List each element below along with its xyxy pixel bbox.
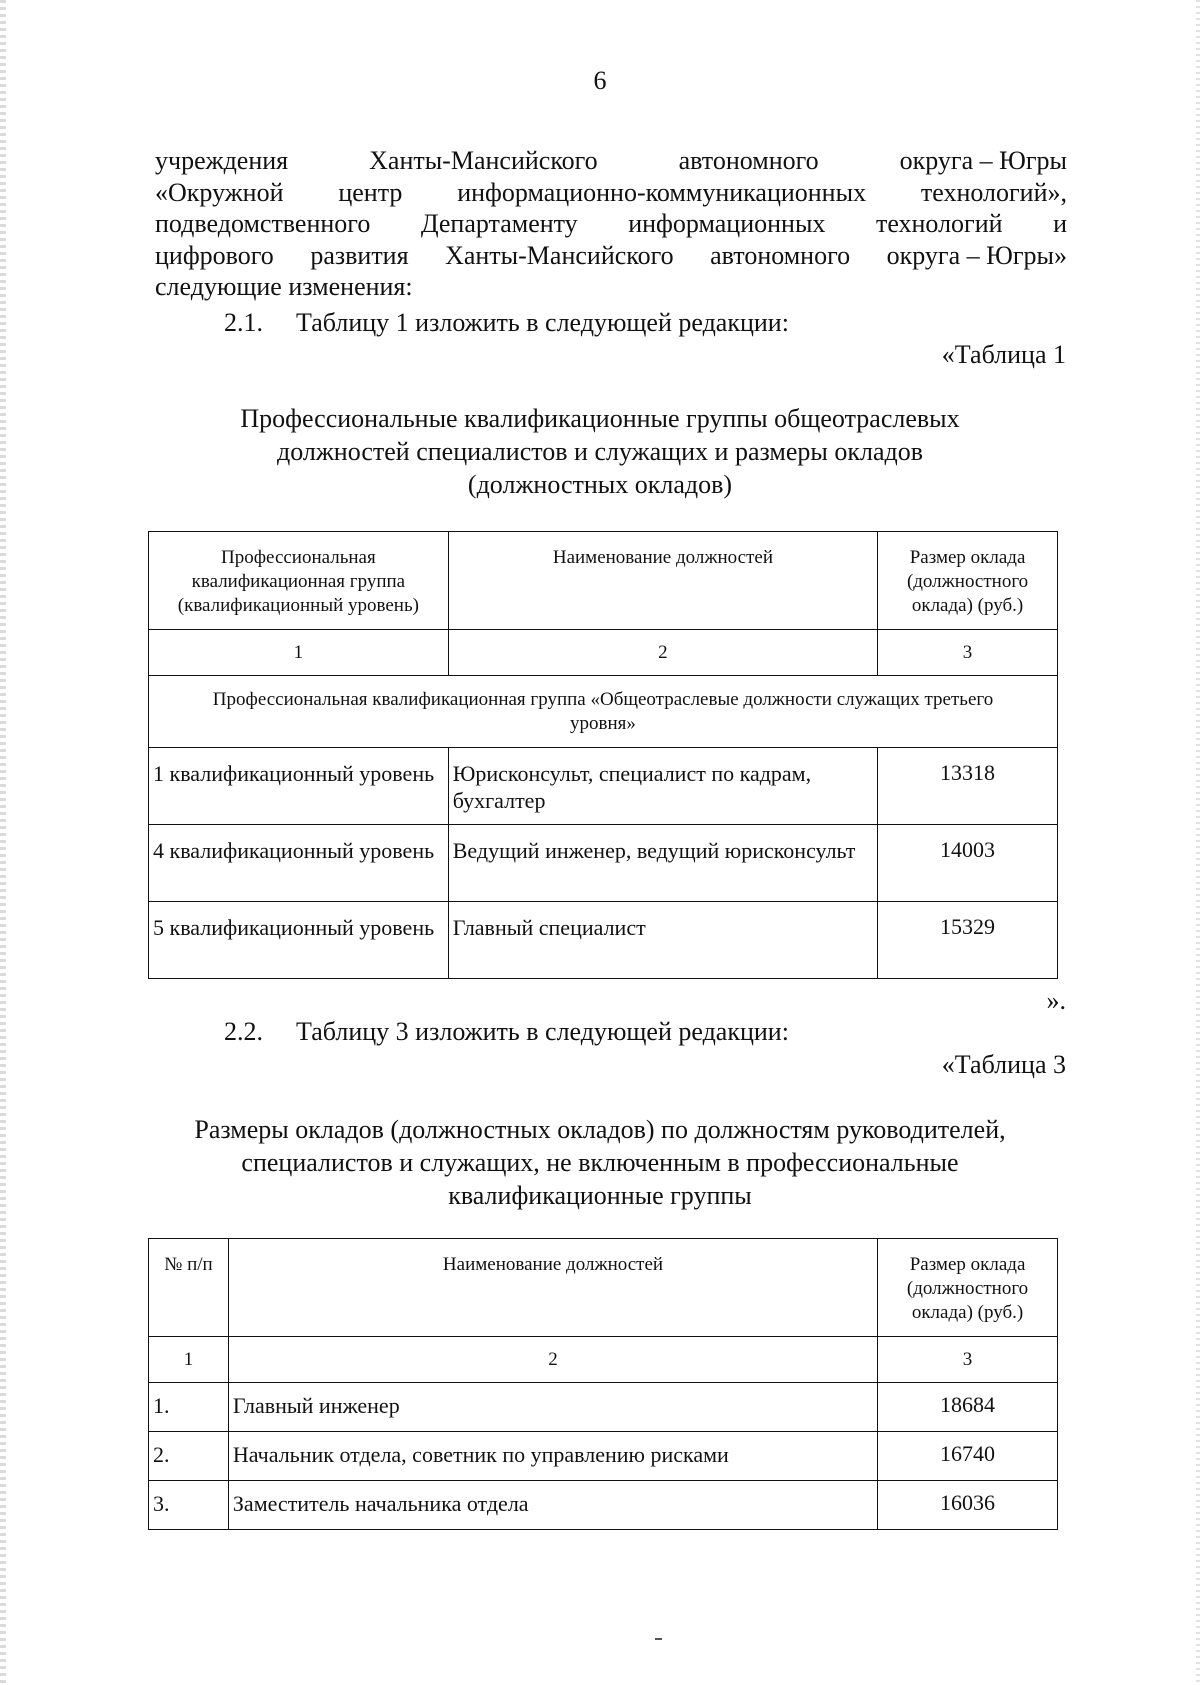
level-cell: 5 квалификационный уровень xyxy=(149,902,449,979)
intro-line: цифрового развития Ханты-Мансийского автономного округа – Югры» xyxy=(155,240,1067,270)
row-number-cell: 1. xyxy=(149,1383,229,1432)
table1-title: Профессиональные квалификационные группы общеотраслевых должностей специалистов и служащих и размеры окладов (должностных окладов) xyxy=(240,404,960,499)
scan-mark xyxy=(655,1638,662,1640)
salary-cell: 13318 xyxy=(878,748,1058,825)
table3 xyxy=(148,1238,1058,1530)
table-row xyxy=(149,748,1058,825)
intro-last-line: следующие изменения: xyxy=(155,272,413,301)
header-cell-salary: Размер оклада (должностного оклада) (руб.) xyxy=(878,1239,1058,1337)
intro-line: «Окружной центр информационно-коммуникационных технологий», xyxy=(155,177,1067,207)
salary-cell: 16036 xyxy=(878,1481,1058,1530)
intro-paragraph xyxy=(155,145,1067,303)
scan-edge-left xyxy=(0,0,6,1685)
intro-line: подведомственного Департаменту информационных технологий и xyxy=(155,209,1067,238)
scan-edge-right xyxy=(1196,0,1200,1685)
clause-2-1 xyxy=(224,308,789,338)
header-cell-group: Профессиональная квалификационная группа (квалификационный уровень) xyxy=(149,532,449,630)
intro-line: учреждения Ханты-Мансийского автономного округа – Югры xyxy=(155,146,1067,175)
positions-cell: Юрисконсульт, специалист по кадрам, бухгалтер xyxy=(448,748,877,825)
positions-cell: Ведущий инженер, ведущий юрисконсульт xyxy=(448,825,877,902)
salary-cell: 16740 xyxy=(878,1432,1058,1481)
page-number: 6 xyxy=(593,66,607,95)
row-number-cell: 2. xyxy=(149,1432,229,1481)
header-cell-positions: Наименование должностей xyxy=(448,532,877,630)
header-cell-number: № п/п xyxy=(149,1239,229,1337)
clause-text: Таблицу 1 изложить в следующей редакции: xyxy=(296,308,789,337)
position-cell: Начальник отдела, советник по управлению рисками xyxy=(228,1432,877,1481)
table-row xyxy=(149,825,1058,902)
clause-2-2 xyxy=(224,1017,789,1047)
table1 xyxy=(148,531,1058,979)
header-cell-positions: Наименование должностей xyxy=(228,1239,877,1337)
group-row: Профессиональная квалификационная группа «Общеотраслевые должности служащих третьего уровня» xyxy=(149,676,1058,748)
position-cell: Главный инженер xyxy=(228,1383,877,1432)
column-number-row: 1 2 3 xyxy=(149,630,1058,676)
table-header-row xyxy=(149,532,1058,630)
salary-cell: 18684 xyxy=(878,1383,1058,1432)
salary-cell: 14003 xyxy=(878,825,1058,902)
table3-title: Размеры окладов (должностных окладов) по должностям руководителей, специалистов и служащих, не включенным в профессиональные квалификационные группы xyxy=(194,1115,1006,1210)
table-header-row xyxy=(149,1239,1058,1337)
table-row xyxy=(149,902,1058,979)
row-number-cell: 3. xyxy=(149,1481,229,1530)
salary-cell: 15329 xyxy=(878,902,1058,979)
level-cell: 4 квалификационный уровень xyxy=(149,825,449,902)
table-row xyxy=(149,1481,1058,1530)
level-cell: 1 квалификационный уровень xyxy=(149,748,449,825)
table-row xyxy=(149,1383,1058,1432)
column-number-row: 1 2 3 xyxy=(149,1337,1058,1383)
clause-text: Таблицу 3 изложить в следующей редакции: xyxy=(296,1017,789,1046)
header-cell-salary: Размер оклада (должностного оклада) (руб.) xyxy=(878,532,1058,630)
table-row xyxy=(149,1432,1058,1481)
closing-quote: ». xyxy=(1046,986,1066,1015)
table3-label: «Таблица 3 xyxy=(941,1050,1066,1079)
table1-label: «Таблица 1 xyxy=(941,340,1066,369)
clause-number: 2.2. xyxy=(224,1017,263,1046)
positions-cell: Главный специалист xyxy=(448,902,877,979)
clause-number: 2.1. xyxy=(224,308,263,337)
position-cell: Заместитель начальника отдела xyxy=(228,1481,877,1530)
